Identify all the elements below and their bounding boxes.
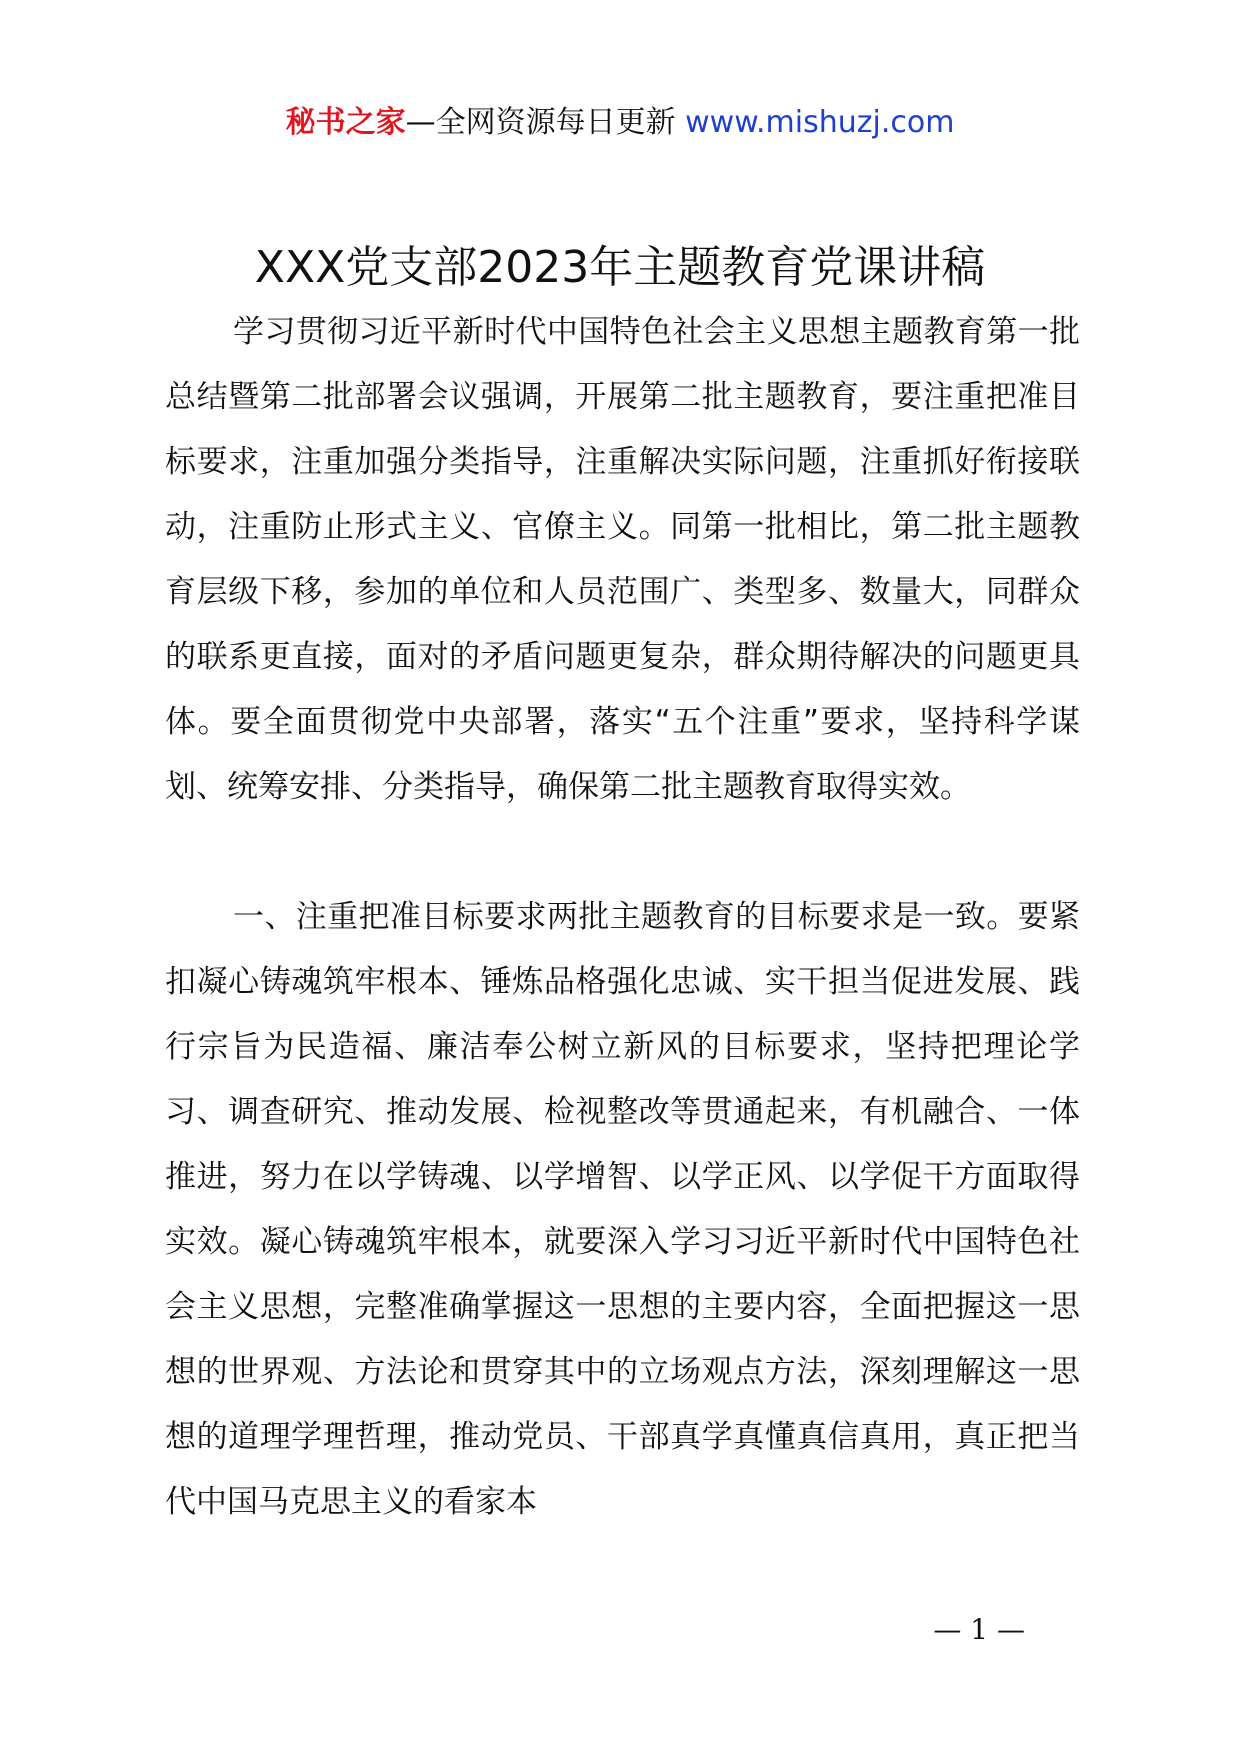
- site-tagline: —全网资源每日更新: [405, 105, 686, 140]
- site-brand: 秘书之家: [285, 105, 406, 140]
- body-paragraph: 一、注重把准目标要求两批主题教育的目标要求是一致。要紧扣凝心铸魂筑牢根本、锤炼品格强化忠诚、实干担当促进发展、践行宗旨为民造福、廉洁奉公树立新风的目标要求，坚持把理论学习、调查研究、推动发展、检视整改等贯通起来，有机融合、一体推进，努力在以学铸魂、以学增智、以学正风、以学促干方面取得实效。凝心铸魂筑牢根本，就要深入学习习近平新时代中国特色社会主义思想，完整准确掌握这一思想的主要内容，全面把握这一思想的世界观、方法论和贯穿其中的立场观点方法，深刻理解这一思想的道理学理哲理，推动党员、干部真学真懂真信真用，真正把当代中国马克思主义的看家本: [165, 899, 1080, 1520]
- document-title: XXX党支部2023年主题教育党课讲稿: [254, 242, 986, 293]
- page-number: — 1 —: [933, 1613, 1025, 1646]
- site-url-link[interactable]: www.mishuzj.com: [685, 105, 955, 140]
- body-paragraph: 学习贯彻习近平新时代中国特色社会主义思想主题教育第一批总结暨第二批部署会议强调，开展第二批主题教育，要注重把准目标要求，注重加强分类指导，注重解决实际问题，注重抓好衔接联动，注重防止形式主义、官僚主义。同第一批相比，第二批主题教育层级下移，参加的单位和人员范围广、类型多、数量大，同群众的联系更直接，面对的矛盾问题更复杂，群众期待解决的问题更具体。要全面贯彻党中央部署，落实“五个注重”要求，坚持科学谋划、统筹安排、分类指导，确保第二批主题教育取得实效。: [165, 314, 1080, 805]
- site-header: [0, 100, 1240, 146]
